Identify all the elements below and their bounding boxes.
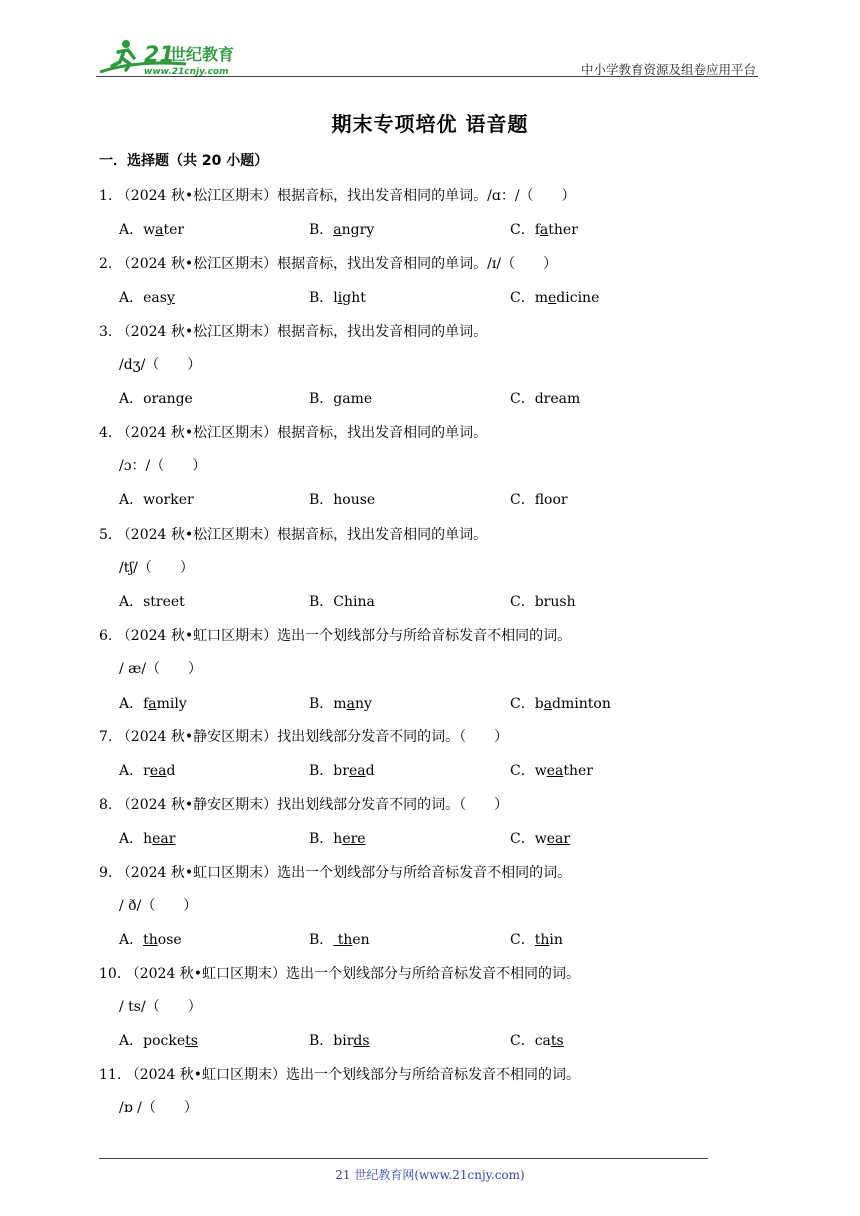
underlined-part: a: [346, 696, 355, 712]
option-b[interactable]: B． then: [309, 932, 370, 948]
option-c[interactable]: C．father: [510, 222, 578, 238]
option-a[interactable]: A．easy: [119, 290, 175, 306]
question-stem: [99, 524, 487, 544]
option-a[interactable]: A．read: [119, 763, 176, 779]
phonetic-symbol: /ɪ/（ ）: [487, 256, 558, 272]
option-b[interactable]: B．China: [309, 594, 375, 610]
svg-text:世纪教育: 世纪教育: [170, 45, 235, 64]
option-c[interactable]: C．dream: [510, 391, 581, 407]
option-b[interactable]: B．birds: [309, 1033, 370, 1049]
underlined-part: th: [333, 932, 353, 948]
underlined-part: a: [539, 222, 549, 238]
option-b[interactable]: B．game: [309, 391, 373, 407]
question-number: 6.: [99, 628, 117, 644]
underlined-part: y: [166, 290, 175, 306]
question-text: （2024 秋•虹口区期末）选出一个划线部分与所给音标发音不相同的词。: [116, 628, 572, 644]
answer-options: [119, 828, 739, 848]
option-b[interactable]: B．angry: [309, 222, 375, 238]
question-text: （2024 秋•静安区期末）找出划线部分发音不同的词。（ ）: [116, 729, 509, 745]
question-stem: [99, 726, 508, 746]
underlined-part: i: [337, 290, 343, 306]
phonetic-symbol: / ð/（ ）: [119, 898, 198, 914]
question-text: （2024 秋•松江区期末）根据音标，找出发音相同的单词。: [116, 527, 488, 543]
answer-options: [119, 489, 739, 509]
underlined-part: a: [333, 222, 342, 238]
underlined-part: e: [548, 290, 557, 306]
underlined-part: a: [543, 696, 553, 712]
question-stem: [99, 862, 571, 882]
question-text: （2024 秋•虹口区期末）选出一个划线部分与所给音标发音不相同的词。: [125, 1067, 581, 1083]
question-text: （2024 秋•松江区期末）根据音标，找出发音相同的单词。: [116, 425, 488, 441]
header-divider: [96, 76, 758, 77]
question-stem: [99, 794, 508, 814]
question-stem: [99, 963, 580, 983]
underlined-part: th: [143, 932, 158, 948]
phonetic-symbol: /tʃ/（ ）: [119, 560, 194, 576]
option-c[interactable]: C．floor: [510, 492, 568, 508]
underlined-part: ear: [152, 831, 176, 847]
option-a[interactable]: A．hear: [119, 831, 176, 847]
phonetic-symbol: /ɒ /（ ）: [119, 1100, 198, 1116]
question-stem: [99, 253, 557, 273]
question-stem: [99, 321, 487, 341]
underlined-part: ds: [353, 1033, 370, 1049]
underlined-part: ts: [185, 1033, 198, 1049]
option-c[interactable]: C．thin: [510, 932, 563, 948]
option-a[interactable]: A．orange: [119, 391, 193, 407]
underlined-part: ea: [149, 763, 167, 779]
question-number: 1.: [99, 188, 117, 204]
option-c[interactable]: C．badminton: [510, 696, 611, 712]
answer-options: [119, 388, 739, 408]
question-text: （2024 秋•松江区期末）根据音标，找出发音相同的单词。: [116, 256, 488, 272]
question-number: 10.: [99, 966, 126, 982]
question-number: 9.: [99, 865, 117, 881]
option-a[interactable]: A．street: [119, 594, 185, 610]
underlined-part: ear: [546, 831, 571, 847]
option-b[interactable]: B．many: [309, 696, 372, 712]
question-text: （2024 秋•虹口区期末）选出一个划线部分与所给音标发音不相同的词。: [125, 966, 581, 982]
underlined-part: ts: [550, 1033, 564, 1049]
underlined-part: a: [155, 222, 164, 238]
platform-name: 中小学教育资源及组卷应用平台: [580, 62, 756, 77]
phonetic-symbol: /ɑ：/（ ）: [487, 188, 576, 204]
question-number: 11.: [99, 1067, 126, 1083]
answer-options: [119, 287, 739, 307]
option-a[interactable]: A．water: [119, 222, 185, 238]
question-number: 2.: [99, 256, 117, 272]
underlined-part: ea: [348, 763, 366, 779]
phonetic-symbol: /dʒ/（ ）: [119, 357, 202, 373]
question-stem: [99, 625, 571, 645]
option-b[interactable]: B．bread: [309, 763, 375, 779]
page-header: [96, 36, 758, 80]
question-text: （2024 秋•虹口区期末）选出一个划线部分与所给音标发音不相同的词。: [116, 865, 572, 881]
underlined-part: ea: [546, 763, 564, 779]
phonetic-symbol: / æ/（ ）: [119, 661, 203, 677]
option-c[interactable]: C．brush: [510, 594, 576, 610]
question-number: 3.: [99, 324, 117, 340]
question-number: 8.: [99, 797, 117, 813]
option-c[interactable]: C．medicine: [510, 290, 600, 306]
question-number: 4.: [99, 425, 117, 441]
option-a[interactable]: A．worker: [119, 492, 194, 508]
option-c[interactable]: C．wear: [510, 831, 571, 847]
question-stem: [99, 422, 487, 442]
question-stem: [99, 185, 576, 205]
answer-options: [119, 219, 739, 239]
answer-options: [119, 929, 739, 949]
option-b[interactable]: B．here: [309, 831, 366, 847]
option-c[interactable]: C．weather: [510, 763, 593, 779]
svg-text:www.21cnjy.com: www.21cnjy.com: [144, 67, 229, 77]
question-text: （2024 秋•松江区期末）根据音标，找出发音相同的单词。: [116, 324, 488, 340]
section-heading: 一．选择题（共 20 小题）: [99, 153, 269, 169]
option-c[interactable]: C．cats: [510, 1033, 564, 1049]
question-stem: [99, 1064, 580, 1084]
footer-divider: [99, 1158, 708, 1159]
question-text: （2024 秋•静安区期末）找出划线部分发音不同的词。（ ）: [116, 797, 509, 813]
phonetic-symbol: /ɔ：/（ ）: [119, 458, 207, 474]
answer-options: [119, 1030, 739, 1050]
question-number: 7.: [99, 729, 117, 745]
page-title: 期末专项培优 语音题: [331, 112, 529, 136]
underlined-part: ere: [342, 831, 366, 847]
phonetic-symbol: / ts/（ ）: [119, 999, 202, 1015]
answer-options: [119, 693, 739, 713]
option-b[interactable]: B．light: [309, 290, 366, 306]
underlined-part: a: [148, 696, 157, 712]
underlined-part: th: [534, 932, 550, 948]
logo-icon: [96, 36, 266, 78]
question-number: 5.: [99, 527, 117, 543]
svg-text:21: 21: [144, 43, 175, 68]
option-a[interactable]: A．family: [119, 696, 187, 712]
answer-options: [119, 760, 739, 780]
option-b[interactable]: B．house: [309, 492, 376, 508]
option-a[interactable]: A．pockets: [119, 1033, 198, 1049]
answer-options: [119, 591, 739, 611]
footer-text: 21 世纪教育网(www.21cnjy.com): [335, 1168, 525, 1182]
option-a[interactable]: A．those: [119, 932, 182, 948]
question-text: （2024 秋•松江区期末）根据音标，找出发音相同的单词。: [116, 188, 488, 204]
